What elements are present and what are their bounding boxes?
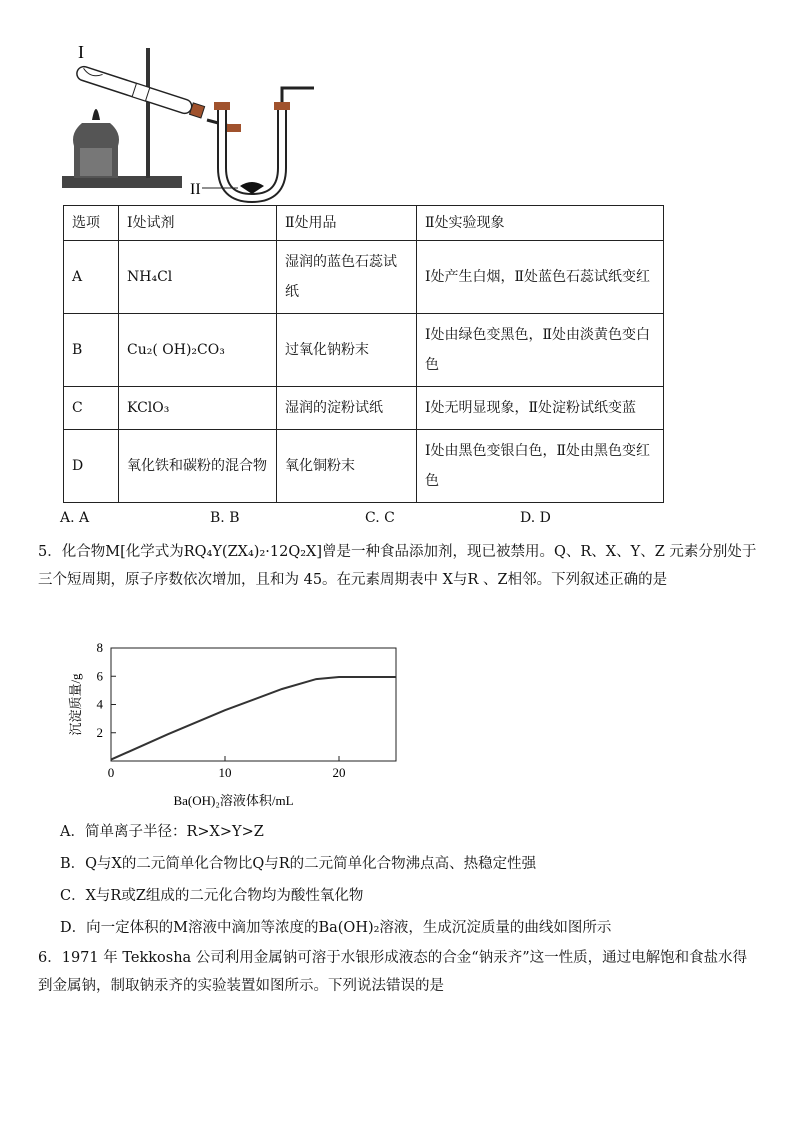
table-cell: Ⅰ处产生白烟，Ⅱ处蓝色石蕊试纸变红 — [417, 241, 664, 314]
q5-option-b[interactable]: B．Q与X的二元简单化合物比Q与R的二元简单化合物沸点高、热稳定性强 — [60, 856, 537, 872]
precipitate-chart — [66, 636, 406, 811]
table-cell: Ⅰ处由绿色变黑色，Ⅱ处由淡黄色变白色 — [417, 314, 664, 387]
label-I: I — [78, 42, 84, 62]
y-tick-label: 2 — [96, 724, 103, 740]
table-cell: 氧化铜粉末 — [277, 430, 417, 503]
q5-option-a[interactable]: A．简单离子半径：R>X>Y>Z — [60, 824, 264, 840]
header-option: 选项 — [64, 206, 119, 241]
table-cell: B — [64, 314, 119, 387]
table-row — [64, 241, 664, 314]
table-header-row — [64, 206, 664, 241]
table-cell: NH₄Cl — [119, 241, 277, 314]
table-cell: Ⅰ处无明显现象，Ⅱ处淀粉试纸变蓝 — [417, 387, 664, 430]
y-tick-label: 8 — [96, 640, 103, 655]
y-tick-label: 4 — [96, 696, 103, 712]
series-line — [111, 677, 396, 760]
q5-stem: 5．化合物M[化学式为RQ₄Y(ZX₄)₂·12Q₂X]曾是一种食品添加剂，现已被禁用。Q、R、X、Y、Z 元素分别处于三个短周期，原子序数依次增加，且和为 45。在元素周期表中 X与R 、Z相邻。下列叙述正确的是 — [38, 544, 757, 588]
table-cell: A — [64, 241, 119, 314]
answer-choice-d[interactable]: D. D — [520, 510, 551, 526]
table-cell: 氧化铁和碳粉的混合物 — [119, 430, 277, 503]
table-cell: KClO₃ — [119, 387, 277, 430]
header-item-II: Ⅱ处用品 — [277, 206, 417, 241]
table-row — [64, 387, 664, 430]
header-reagent-I: Ⅰ处试剂 — [119, 206, 277, 241]
answer-choice-b[interactable]: B. B — [210, 510, 240, 526]
table-cell: 过氧化钠粉末 — [277, 314, 417, 387]
x-tick-label: 0 — [107, 765, 115, 780]
q5-option-c[interactable]: C．X与R或Z组成的二元化合物均为酸性氧化物 — [60, 888, 364, 904]
x-tick-label: 20 — [332, 765, 346, 780]
table-cell: 湿润的蓝色石蕊试纸 — [277, 241, 417, 314]
label-II: II — [190, 181, 201, 198]
table-cell: Cu₂( OH)₂CO₃ — [119, 314, 277, 387]
y-tick-label: 6 — [96, 668, 103, 684]
table-cell: Ⅰ处由黑色变银白色，Ⅱ处由黑色变红色 — [417, 430, 664, 503]
y-axis-label: 沉淀质量/g — [68, 673, 83, 736]
options-table — [63, 205, 664, 503]
answer-choice-c[interactable]: C. C — [365, 510, 395, 526]
table-row — [64, 314, 664, 387]
q4-answer-choices — [60, 510, 680, 530]
table-cell: D — [64, 430, 119, 503]
q6-stem: 6．1971 年 Tekkosha 公司利用金属钠可溶于水银形成液态的合金“钠汞齐”这一性质，通过电解饱和食盐水得到金属钠，制取钠汞齐的实验装置如图所示。下列说法错误的是 — [38, 950, 748, 994]
x-axis-label: Ba(OH)₂溶液体积/mL — [173, 793, 294, 808]
table-cell: C — [64, 387, 119, 430]
table-row — [64, 430, 664, 503]
q5-option-d[interactable]: D．向一定体积的M溶液中滴加等浓度的Ba(OH)₂溶液，生成沉淀质量的曲线如图所示 — [60, 920, 612, 936]
header-phenomenon-II: Ⅱ处实验现象 — [417, 206, 664, 241]
table-cell: 湿润的淀粉试纸 — [277, 387, 417, 430]
answer-choice-a[interactable]: A. A — [60, 510, 90, 526]
plot-frame — [111, 648, 396, 761]
x-tick-label: 10 — [218, 765, 232, 780]
apparatus-diagram — [52, 28, 332, 208]
